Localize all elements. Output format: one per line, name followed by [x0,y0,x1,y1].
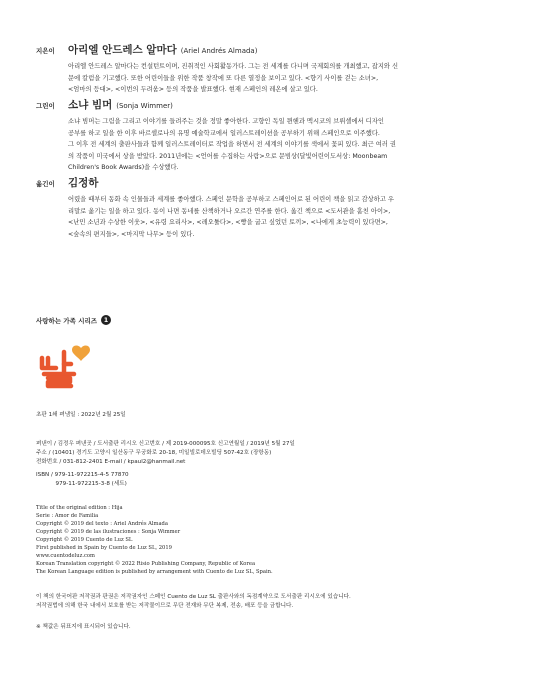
author-heading [36,42,506,57]
edition-line: 초판 1쇄 펴냄일 : 2022년 2월 25일 [36,412,126,418]
bio-line: 어렸을 때부터 동화 속 인물들과 세계를 좋아했다. 스페인 문학을 공부하고 스페인어로 된 어린이 책을 읽고 감상하고 우 [68,196,395,203]
bio-line: 의 작품이 미국에서 상을 받았다. 2011년에는 <언어를 수집하는 사람>으로 문빔상(달빛어린이도서상: Moonbeam [68,152,388,160]
bio-line: 문에 칼럼을 기고했다. 또한 어린이들을 위한 작품 창작에 또 다른 열정을 보이고 있다. <향기 사이를 걷는 소녀>, [68,74,379,82]
illustrator-bio [68,116,506,174]
series-label-row [36,315,111,325]
series-number-badge: 1 [101,315,111,325]
original-info-line: www.cuentodeluz.com [36,553,95,559]
bio-line: <난민 소년과 수상한 이웃>, <유령 요리사>, <레오툴다>, <빵을 굽고 싶었던 토끼>, <나에게 초능력이 있다면>, [68,219,388,226]
original-info-line: Copyright © 2019 Cuento de Luz SL [36,537,133,543]
original-info-line: First published in Spain by Cuento de Luz SL, 2019 [36,545,172,551]
author-role: 지은이 [36,47,55,55]
price-note: ※ 책값은 뒤표지에 표시되어 있습니다. [36,624,131,630]
bio-line: 아리엘 안드레스 알마다는 컨설턴트이며, 진취적인 사회활동가다. 그는 전 세계를 다니며 국제회의를 개최했고, 잡지와 신 [68,63,399,70]
translator-section [36,175,506,240]
publisher-line: 주소 / (10401) 경기도 고양시 일산동구 무궁화로 20-18, 미일빌로데오빌딩 507-42호 (장항동) [36,450,272,457]
original-info-line: Copyright © 2019 de las ilustraciones : Sonja Wimmer [36,529,181,535]
author-name: 아리엘 안드레스 알마다 [68,44,177,56]
translator-heading [36,175,506,190]
publisher-line: 펴낸이 / 김정우 펴낸곳 / 도서출판 리시오 신고번호 / 제 2019-000095호 신고연월일 / 2019년 5월 27일 [36,441,295,447]
illustrator-original-name: (Sonja Wimmer) [116,102,173,110]
isbn-line: ISBN / 979-11-972215-4-5 77870 [36,472,129,478]
original-info-line: The Korean Language edition is published by arrangement with Cuento de Luz SL, Spain. [36,569,273,575]
heart-icon [72,346,90,361]
logo-lettering [42,352,74,386]
original-edition-info [36,504,273,576]
bio-line: 그 이후 전 세계의 출판사들과 함께 일러스트레이터로 작업을 하면서 전 세계의 이야기를 색에서 꽃피 있다. 최근 여러 권 [68,141,397,148]
publisher-info [36,440,295,468]
publisher-line: 전화번호 / 031-812-2401 E-mail / kpaul2@hanmail.net [36,459,186,466]
notice-line: 이 책의 한국어판 저작권과 판권은 저작권자인 스페인 Cuento de Luz SL 출판사와의 독점계약으로 도서출판 리시오에 있습니다. [36,594,351,600]
translator-role: 옮긴이 [36,180,55,188]
notice-line: 저작권법에 의해 한국 내에서 보호를 받는 저작물이므로 무단 전재와 무단 복제, 전송, 배포 등을 금합니다. [36,603,294,610]
bio-line: 리말로 옮기는 일을 하고 있다. 동이 나면 동네를 산책하거나 오르간 연주를 한다. 옮긴 책으로 <도서관을 훔친 아이>, [68,207,391,215]
bio-line: <엄마의 등대>, <이번의 두려움> 등의 작품을 발표했다. 현재 스페인의 레온에 살고 있다. [68,86,318,93]
bio-line: 공부를 하고 일을 한 이후 바르셀로나의 유명 예술학교에서 일러스트레이션을 공부하기 위해 스페인으로 이주했다. [68,129,380,137]
translator-bio [68,194,506,240]
illustrator-section [36,97,506,174]
edition-info [36,411,126,420]
isbn-info [36,471,129,489]
bio-line: 소냐 빔머는 그림을 그리고 이야기를 들려주는 것을 정말 좋아한다. 고향인 독일 뮌헨과 멕시코의 브뤼셀에서 디자인 [68,118,384,125]
title-logo [34,332,114,390]
illustrator-role: 그린이 [36,102,55,110]
translator-name: 김정하 [68,177,99,189]
bio-line: <숲속의 편지들>, <마지막 나무> 등이 있다. [68,230,195,238]
illustrator-heading [36,97,506,112]
illustrator-name: 소냐 빔머 [68,99,113,111]
isbn-line: 979-11-972215-3-8 (세트) [36,481,127,488]
series-name: 사랑하는 가족 시리즈 [36,316,98,325]
copyright-notice [36,593,351,611]
bio-line: Children's Book Awards)을 수상했다. [68,164,179,171]
original-info-line: Korean Translation copyright © 2022 Risio Publishing Company, Republic of Korea [36,561,256,567]
original-info-line: Copyright © 2019 del texto : Ariel Andrés Almada [36,521,168,527]
author-bio [68,61,506,96]
author-section [36,42,506,96]
original-info-line: Title of the original edition : Hija [36,505,123,511]
original-info-line: Serie : Amor de Familia [36,513,99,519]
author-original-name: (Ariel Andrés Almada) [180,47,258,55]
